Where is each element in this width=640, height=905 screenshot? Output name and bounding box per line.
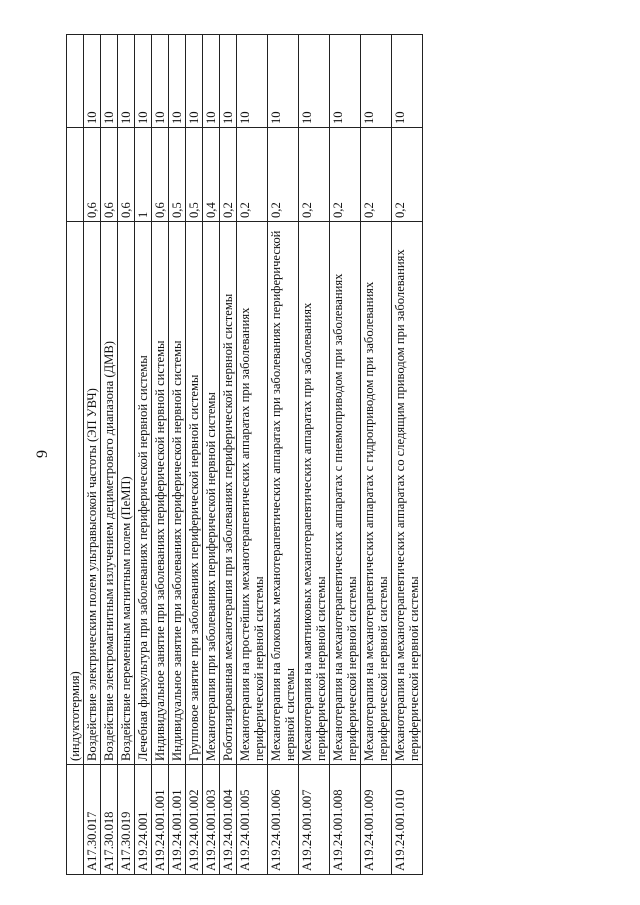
service-code-cell: A19.24.001 <box>135 765 152 875</box>
service-code-cell: A19.24.001.009 <box>361 765 392 875</box>
service-name-cell: Механотерапия на механотерапевтических аппаратах со следящим приводом при заболеваниях периферической нервной системы <box>392 222 423 765</box>
coefficient-cell: 0,2 <box>299 128 330 222</box>
service-name-cell: Лечебная физкультура при заболеваниях периферической нервной системы <box>135 222 152 765</box>
coefficient-cell: 0,2 <box>392 128 423 222</box>
coefficient-cell: 1 <box>135 128 152 222</box>
service-code-cell: A19.24.001.001 <box>169 765 186 875</box>
table-row <box>152 35 169 875</box>
table-row <box>392 35 423 875</box>
coefficient-cell: 0,6 <box>84 128 101 222</box>
service-code-cell: A19.24.001.002 <box>186 765 203 875</box>
value-cell <box>67 35 84 128</box>
service-name-cell: Механотерапия на механотерапевтических аппаратах с пневмоприводом при заболеваниях периферической нервной системы <box>330 222 361 765</box>
table-row <box>299 35 330 875</box>
value-cell: 10 <box>299 35 330 128</box>
service-name-cell: Воздействие электрическим полем ультравысокой частоты (ЭП УВЧ) <box>84 222 101 765</box>
service-code-cell: A19.24.001.005 <box>237 765 268 875</box>
services-table <box>66 34 423 875</box>
service-name-cell: Индивидуальное занятие при заболеваниях периферической нервной системы <box>169 222 186 765</box>
service-code-cell: A19.24.001.004 <box>220 765 237 875</box>
service-code-cell: A19.24.001.008 <box>330 765 361 875</box>
service-name-cell: Групповое занятие при заболеваниях периферической нервной системы <box>186 222 203 765</box>
value-cell: 10 <box>118 35 135 128</box>
service-code-cell: A19.24.001.001 <box>152 765 169 875</box>
value-cell: 10 <box>152 35 169 128</box>
value-cell: 10 <box>101 35 118 128</box>
service-name-cell: Роботизированная механотерапия при заболеваниях периферической нервной системы <box>220 222 237 765</box>
service-name-cell: Механотерапия на простейших механотерапевтических аппаратах при заболеваниях периферической нервной системы <box>237 222 268 765</box>
value-cell: 10 <box>361 35 392 128</box>
table-row <box>220 35 237 875</box>
coefficient-cell: 0,2 <box>330 128 361 222</box>
service-code-cell: A19.24.001.003 <box>203 765 220 875</box>
service-name-cell: Механотерапия на маятниковых механотерапевтических аппаратах при заболеваниях периферической нервной системы <box>299 222 330 765</box>
coefficient-cell: 0,2 <box>361 128 392 222</box>
service-code-cell: A19.24.001.007 <box>299 765 330 875</box>
service-name-cell: Индивидуальное занятие при заболеваниях периферической нервной системы <box>152 222 169 765</box>
table-row <box>84 35 101 875</box>
services-table-body <box>67 35 423 875</box>
table-row <box>169 35 186 875</box>
service-name-cell: Механотерапия на блоковых механотерапевтических аппаратах при заболеваниях периферической нервной системы <box>268 222 299 765</box>
table-row <box>203 35 220 875</box>
table-row <box>67 35 84 875</box>
page-number: 9 <box>34 450 51 458</box>
service-name-cell: Воздействие переменным магнитным полем (ПеМП) <box>118 222 135 765</box>
service-code-cell: A17.30.019 <box>118 765 135 875</box>
service-code-cell: A17.30.018 <box>101 765 118 875</box>
table-row <box>186 35 203 875</box>
coefficient-cell: 0,5 <box>186 128 203 222</box>
service-name-cell: Механотерапия при заболеваниях периферической нервной системы <box>203 222 220 765</box>
table-row <box>237 35 268 875</box>
value-cell: 10 <box>268 35 299 128</box>
value-cell: 10 <box>135 35 152 128</box>
coefficient-cell: 0,6 <box>152 128 169 222</box>
table-row <box>330 35 361 875</box>
service-code-cell: A19.24.001.010 <box>392 765 423 875</box>
value-cell: 10 <box>203 35 220 128</box>
service-name-cell: (индуктотермия) <box>67 222 84 765</box>
value-cell: 10 <box>220 35 237 128</box>
table-row <box>101 35 118 875</box>
value-cell: 10 <box>169 35 186 128</box>
coefficient-cell: 0,6 <box>101 128 118 222</box>
value-cell: 10 <box>186 35 203 128</box>
service-name-cell: Воздействие электромагнитным излучением дециметрового диапазона (ДМВ) <box>101 222 118 765</box>
coefficient-cell <box>67 128 84 222</box>
service-name-cell: Механотерапия на механотерапевтических аппаратах с гидроприводом при заболеваниях периферической нервной системы <box>361 222 392 765</box>
value-cell: 10 <box>392 35 423 128</box>
coefficient-cell: 0,5 <box>169 128 186 222</box>
rotated-table-wrapper <box>66 35 593 875</box>
coefficient-cell: 0,2 <box>268 128 299 222</box>
value-cell: 10 <box>84 35 101 128</box>
table-row <box>118 35 135 875</box>
service-code-cell <box>67 765 84 875</box>
coefficient-cell: 0,2 <box>237 128 268 222</box>
service-code-cell: A19.24.001.006 <box>268 765 299 875</box>
coefficient-cell: 0,2 <box>220 128 237 222</box>
table-row <box>361 35 392 875</box>
coefficient-cell: 0,6 <box>118 128 135 222</box>
value-cell: 10 <box>237 35 268 128</box>
table-row <box>268 35 299 875</box>
value-cell: 10 <box>330 35 361 128</box>
coefficient-cell: 0,4 <box>203 128 220 222</box>
table-row <box>135 35 152 875</box>
service-code-cell: A17.30.017 <box>84 765 101 875</box>
